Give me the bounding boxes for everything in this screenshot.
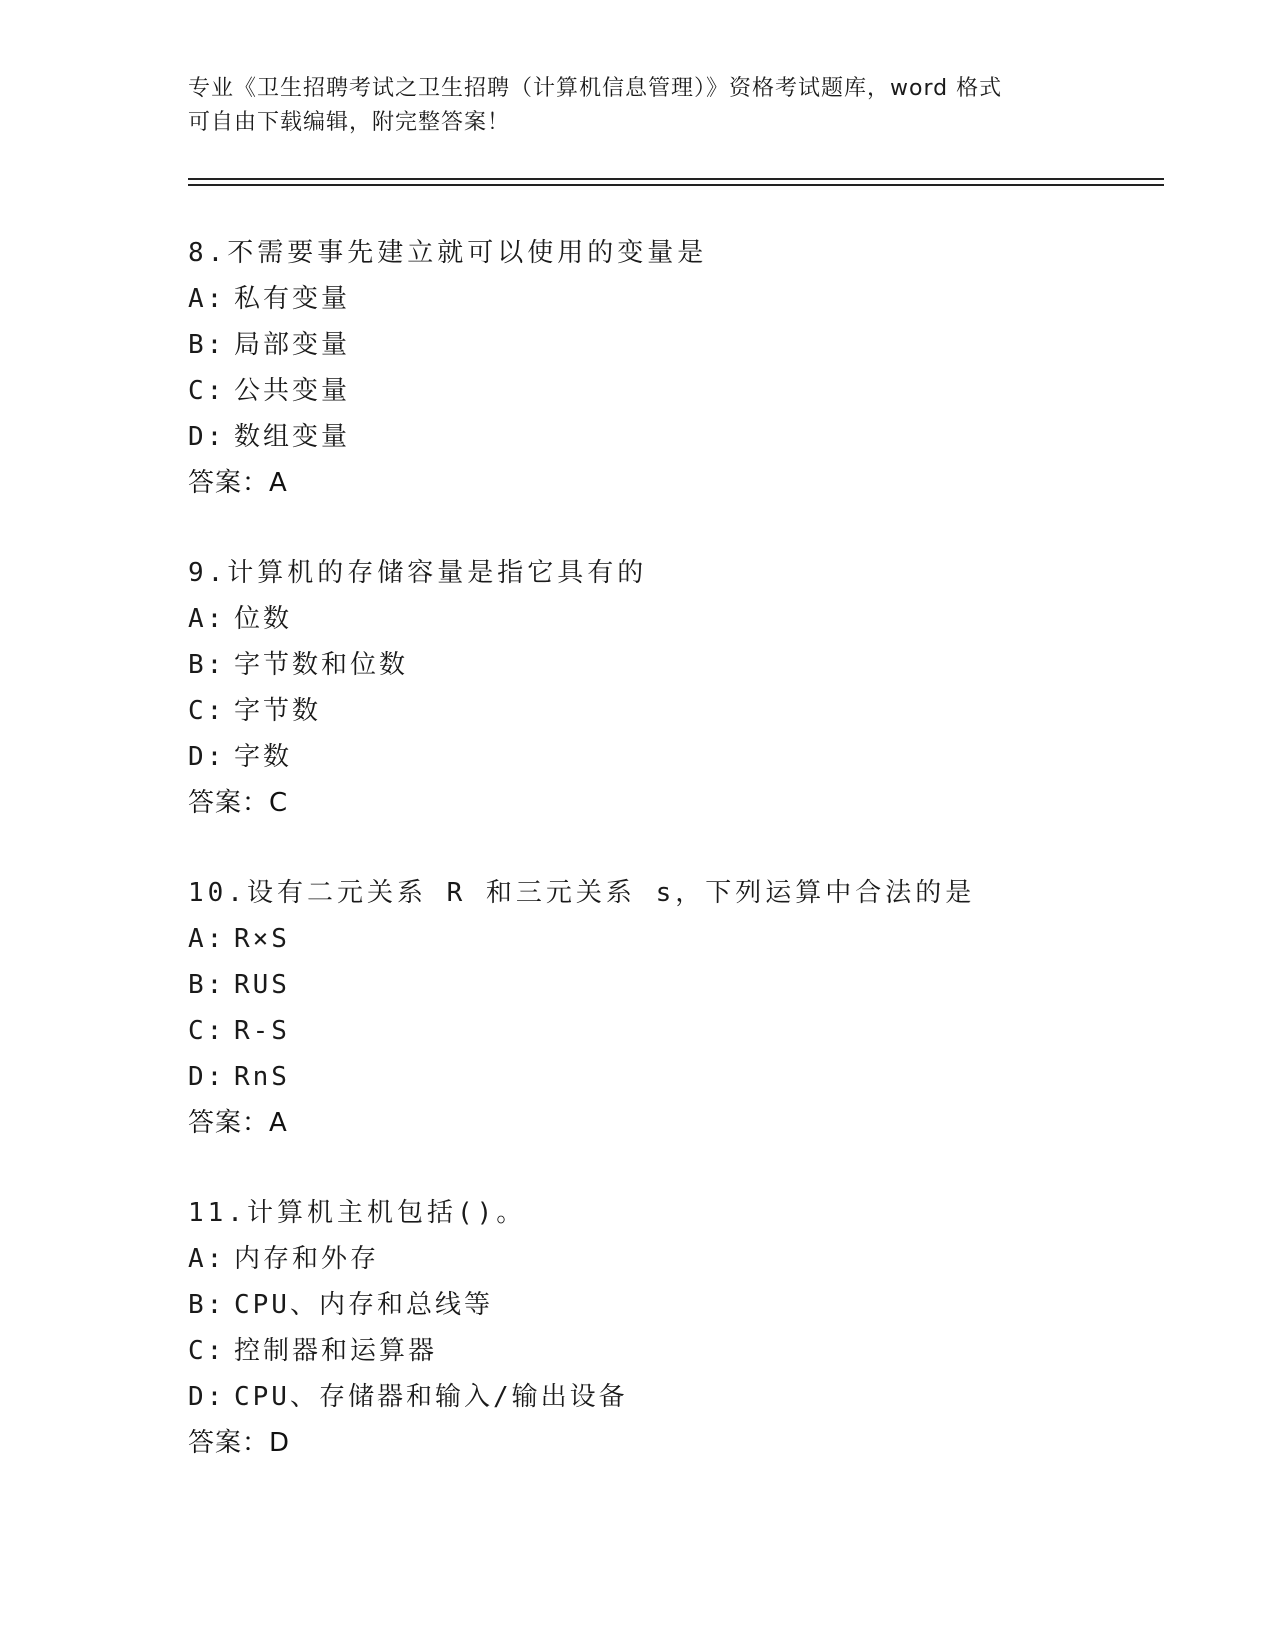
option-c bbox=[188, 1008, 1168, 1054]
option-b bbox=[188, 962, 1168, 1008]
option-a bbox=[188, 916, 1168, 962]
question-block bbox=[188, 870, 1168, 1146]
option-key: C: bbox=[188, 1016, 226, 1046]
option-a bbox=[188, 276, 1168, 322]
option-c bbox=[188, 368, 1168, 414]
option-key: C: bbox=[188, 376, 226, 406]
question-title: 10.设有二元关系 R 和三元关系 s，下列运算中合法的是 bbox=[188, 878, 976, 908]
option-key: D: bbox=[188, 1062, 226, 1092]
option-text: 公共变量 bbox=[234, 376, 351, 406]
header-divider-bottom bbox=[188, 184, 1164, 186]
header-line-1: 专业《卫生招聘考试之卫生招聘（计算机信息管理）》资格考试题库，word 格式 bbox=[188, 76, 1003, 101]
option-text: 位数 bbox=[234, 604, 293, 634]
header-divider-top bbox=[188, 178, 1164, 180]
option-d bbox=[188, 1054, 1168, 1100]
option-key: C: bbox=[188, 1336, 226, 1366]
option-key: D: bbox=[188, 742, 226, 772]
option-b bbox=[188, 322, 1168, 368]
option-key: A: bbox=[188, 604, 226, 634]
answer-line: 答案：A bbox=[188, 1108, 288, 1138]
option-key: B: bbox=[188, 970, 226, 1000]
option-a bbox=[188, 596, 1168, 642]
question-block bbox=[188, 230, 1168, 506]
option-key: A: bbox=[188, 1244, 226, 1274]
document-header bbox=[188, 72, 1088, 140]
header-line-2: 可自由下载编辑，附完整答案！ bbox=[188, 110, 511, 135]
option-text: 内存和外存 bbox=[234, 1244, 380, 1274]
option-text: RnS bbox=[234, 1062, 290, 1092]
option-b bbox=[188, 642, 1168, 688]
question-title: 9.计算机的存储容量是指它具有的 bbox=[188, 558, 648, 588]
option-text: RUS bbox=[234, 970, 290, 1000]
option-key: B: bbox=[188, 1290, 226, 1320]
option-text: 控制器和运算器 bbox=[234, 1336, 438, 1366]
option-text: 数组变量 bbox=[234, 422, 351, 452]
option-text: 字节数和位数 bbox=[234, 650, 409, 680]
answer-line: 答案：A bbox=[188, 468, 288, 498]
option-text: R×S bbox=[234, 924, 290, 954]
option-key: D: bbox=[188, 422, 226, 452]
option-a bbox=[188, 1236, 1168, 1282]
answer-line: 答案：D bbox=[188, 1428, 291, 1458]
option-key: D: bbox=[188, 1382, 226, 1412]
option-text: 局部变量 bbox=[234, 330, 351, 360]
option-c bbox=[188, 688, 1168, 734]
option-d bbox=[188, 1374, 1168, 1420]
option-text: 私有变量 bbox=[234, 284, 351, 314]
option-text: CPU、存储器和输入/输出设备 bbox=[234, 1382, 628, 1412]
option-text: 字数 bbox=[234, 742, 293, 772]
option-text: CPU、内存和总线等 bbox=[234, 1290, 493, 1320]
question-block bbox=[188, 1190, 1168, 1466]
question-title: 8.不需要事先建立就可以使用的变量是 bbox=[188, 238, 708, 268]
option-b bbox=[188, 1282, 1168, 1328]
option-c bbox=[188, 1328, 1168, 1374]
option-text: R-S bbox=[234, 1016, 290, 1046]
option-key: C: bbox=[188, 696, 226, 726]
option-d bbox=[188, 414, 1168, 460]
option-key: B: bbox=[188, 330, 226, 360]
option-d bbox=[188, 734, 1168, 780]
question-block bbox=[188, 550, 1168, 826]
option-key: B: bbox=[188, 650, 226, 680]
option-key: A: bbox=[188, 924, 226, 954]
option-key: A: bbox=[188, 284, 226, 314]
question-title: 11.计算机主机包括()。 bbox=[188, 1198, 527, 1228]
answer-line: 答案：C bbox=[188, 788, 289, 818]
option-text: 字节数 bbox=[234, 696, 322, 726]
